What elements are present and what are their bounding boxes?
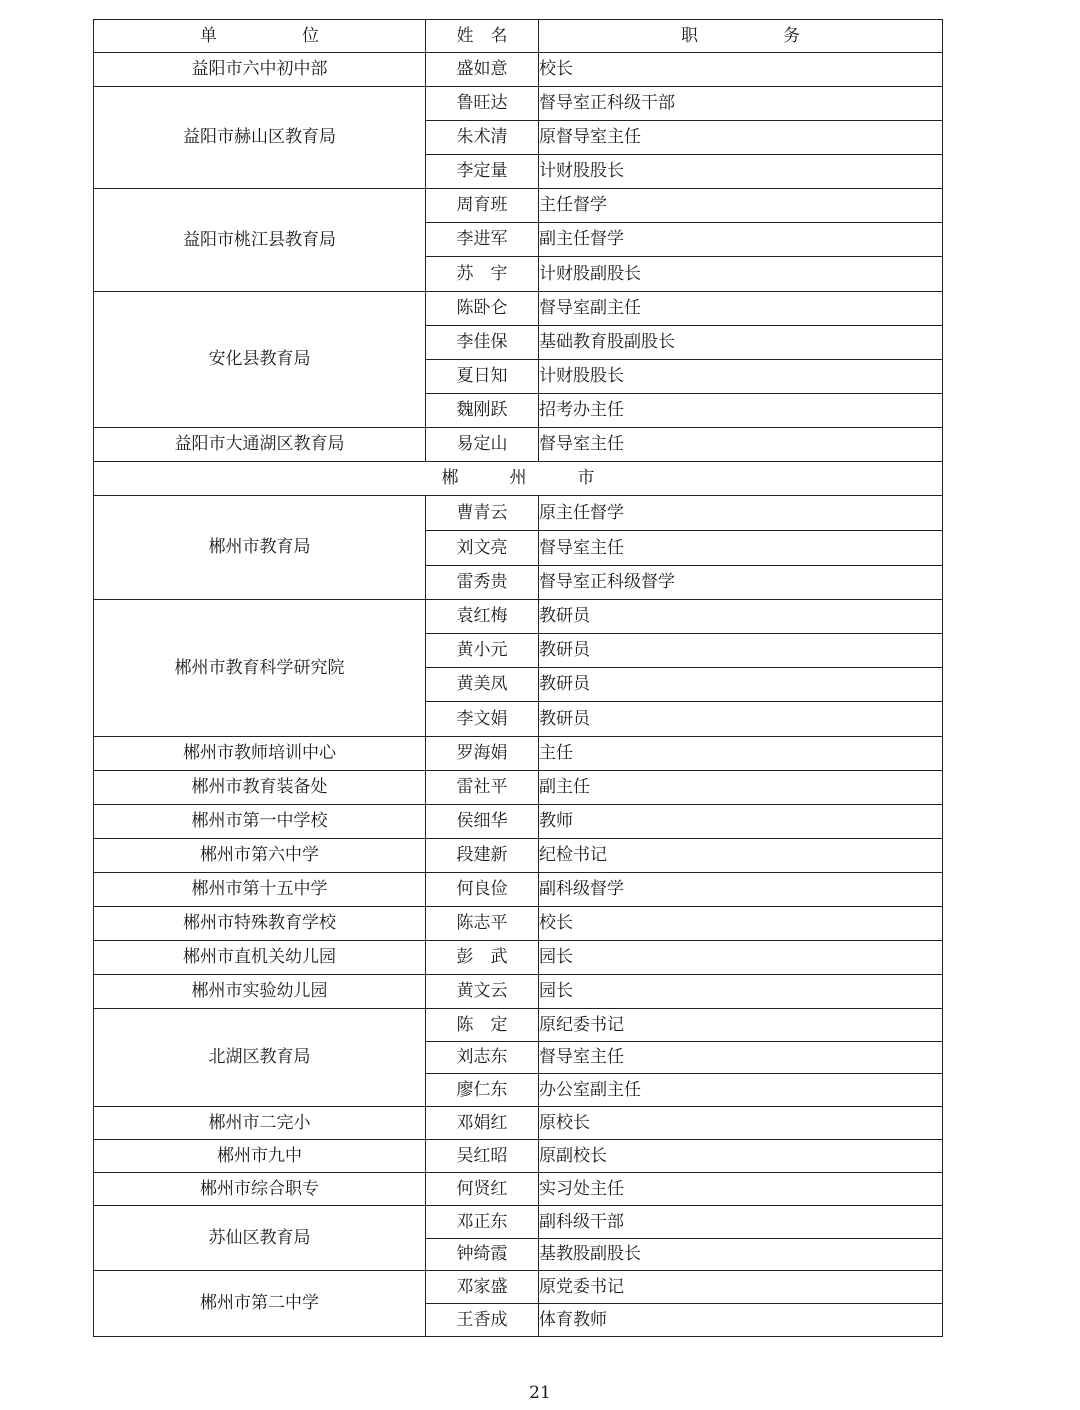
duty-cell: 原党委书记 [539,1271,943,1304]
table-row [94,1206,943,1239]
duty-cell: 教研员 [539,668,943,702]
unit-cell: 益阳市桃江县教育局 [94,189,426,292]
name-cell: 王香成 [426,1304,539,1337]
unit-cell: 郴州市二完小 [94,1107,426,1140]
unit-cell: 益阳市大通湖区教育局 [94,428,426,462]
unit-cell: 益阳市六中初中部 [94,53,426,87]
duty-cell: 计财股股长 [539,155,943,189]
duty-cell: 体育教师 [539,1304,943,1337]
page-number: 21 [529,1383,551,1403]
unit-cell: 益阳市赫山区教育局 [94,87,426,189]
table-row [94,600,943,634]
table-row [94,941,943,975]
duty-cell: 督导室正科级干部 [539,87,943,121]
name-cell: 易定山 [426,428,539,462]
name-cell: 罗海娟 [426,737,539,771]
table-row [94,1107,943,1140]
name-cell: 苏 宇 [426,257,539,292]
duty-cell: 副主任 [539,771,943,805]
duty-cell: 督导室主任 [539,531,943,566]
name-cell: 廖仁东 [426,1074,539,1107]
name-cell: 刘志东 [426,1042,539,1074]
unit-cell: 苏仙区教育局 [94,1206,426,1271]
name-cell: 邓娟红 [426,1107,539,1140]
table-row [94,496,943,531]
duty-cell: 督导室主任 [539,1042,943,1074]
section-row [94,462,943,496]
personnel-table [93,19,943,1337]
duty-cell: 原督导室主任 [539,121,943,155]
name-cell: 段建新 [426,839,539,873]
table-row [94,428,943,462]
unit-cell: 郴州市教育科学研究院 [94,600,426,737]
header-name: 姓 名 [426,20,539,53]
table-row [94,87,943,121]
name-cell: 钟绮霞 [426,1239,539,1271]
unit-cell: 安化县教育局 [94,292,426,428]
name-cell: 陈 定 [426,1009,539,1042]
table-row [94,1271,943,1304]
unit-cell: 郴州市第六中学 [94,839,426,873]
unit-cell: 郴州市直机关幼儿园 [94,941,426,975]
table-row [94,975,943,1009]
duty-cell: 园长 [539,975,943,1009]
duty-cell: 实习处主任 [539,1173,943,1206]
table-body [94,53,943,1337]
table-row [94,53,943,87]
name-cell: 刘文亮 [426,531,539,566]
duty-cell: 办公室副主任 [539,1074,943,1107]
name-cell: 雷社平 [426,771,539,805]
name-cell: 陈志平 [426,907,539,941]
name-cell: 何良俭 [426,873,539,907]
duty-cell: 主任 [539,737,943,771]
duty-cell: 招考办主任 [539,394,943,428]
unit-cell: 郴州市综合职专 [94,1173,426,1206]
name-cell: 黄文云 [426,975,539,1009]
duty-cell: 基础教育股副股长 [539,326,943,360]
table-row [94,839,943,873]
duty-cell: 副科级干部 [539,1206,943,1239]
duty-cell: 校长 [539,907,943,941]
duty-cell: 督导室副主任 [539,292,943,326]
unit-cell: 郴州市特殊教育学校 [94,907,426,941]
table-row [94,1009,943,1042]
duty-cell: 园长 [539,941,943,975]
duty-cell: 督导室主任 [539,428,943,462]
name-cell: 李文娟 [426,702,539,737]
duty-cell: 原纪委书记 [539,1009,943,1042]
table-row [94,292,943,326]
duty-cell: 纪检书记 [539,839,943,873]
table-row [94,873,943,907]
duty-cell: 校长 [539,53,943,87]
duty-cell: 教研员 [539,600,943,634]
duty-cell: 督导室正科级督学 [539,566,943,600]
table-row [94,907,943,941]
name-cell: 邓正东 [426,1206,539,1239]
name-cell: 曹青云 [426,496,539,531]
name-cell: 邓家盛 [426,1271,539,1304]
name-cell: 黄美凤 [426,668,539,702]
unit-cell: 郴州市第二中学 [94,1271,426,1337]
unit-cell: 郴州市第一中学校 [94,805,426,839]
name-cell: 彭 武 [426,941,539,975]
duty-cell: 副主任督学 [539,223,943,257]
table-row [94,737,943,771]
name-cell: 鲁旺达 [426,87,539,121]
duty-cell: 主任督学 [539,189,943,223]
unit-cell: 北湖区教育局 [94,1009,426,1107]
name-cell: 李佳保 [426,326,539,360]
table-header-row [94,20,943,53]
duty-cell: 教研员 [539,634,943,668]
name-cell: 吴红昭 [426,1140,539,1173]
unit-cell: 郴州市实验幼儿园 [94,975,426,1009]
name-cell: 朱术清 [426,121,539,155]
duty-cell: 计财股股长 [539,360,943,394]
duty-cell: 副科级督学 [539,873,943,907]
duty-cell: 原校长 [539,1107,943,1140]
duty-cell: 教研员 [539,702,943,737]
name-cell: 夏日知 [426,360,539,394]
unit-cell: 郴州市第十五中学 [94,873,426,907]
duty-cell: 基教股副股长 [539,1239,943,1271]
duty-cell: 计财股副股长 [539,257,943,292]
name-cell: 雷秀贵 [426,566,539,600]
name-cell: 袁红梅 [426,600,539,634]
table-row [94,771,943,805]
duty-cell: 原主任督学 [539,496,943,531]
table-row [94,1140,943,1173]
name-cell: 陈卧仑 [426,292,539,326]
unit-cell: 郴州市教育局 [94,496,426,600]
name-cell: 侯细华 [426,805,539,839]
name-cell: 李定量 [426,155,539,189]
unit-cell: 郴州市教师培训中心 [94,737,426,771]
unit-cell: 郴州市九中 [94,1140,426,1173]
name-cell: 何贤红 [426,1173,539,1206]
duty-cell: 教师 [539,805,943,839]
header-duty: 职 务 [539,20,943,53]
name-cell: 盛如意 [426,53,539,87]
header-unit: 单 位 [94,20,426,53]
table-row [94,805,943,839]
unit-cell: 郴州市教育装备处 [94,771,426,805]
section-title: 郴 州 市 [94,462,943,496]
name-cell: 李进军 [426,223,539,257]
name-cell: 周育班 [426,189,539,223]
table-row [94,189,943,223]
duty-cell: 原副校长 [539,1140,943,1173]
name-cell: 魏刚跃 [426,394,539,428]
table-row [94,1173,943,1206]
name-cell: 黄小元 [426,634,539,668]
